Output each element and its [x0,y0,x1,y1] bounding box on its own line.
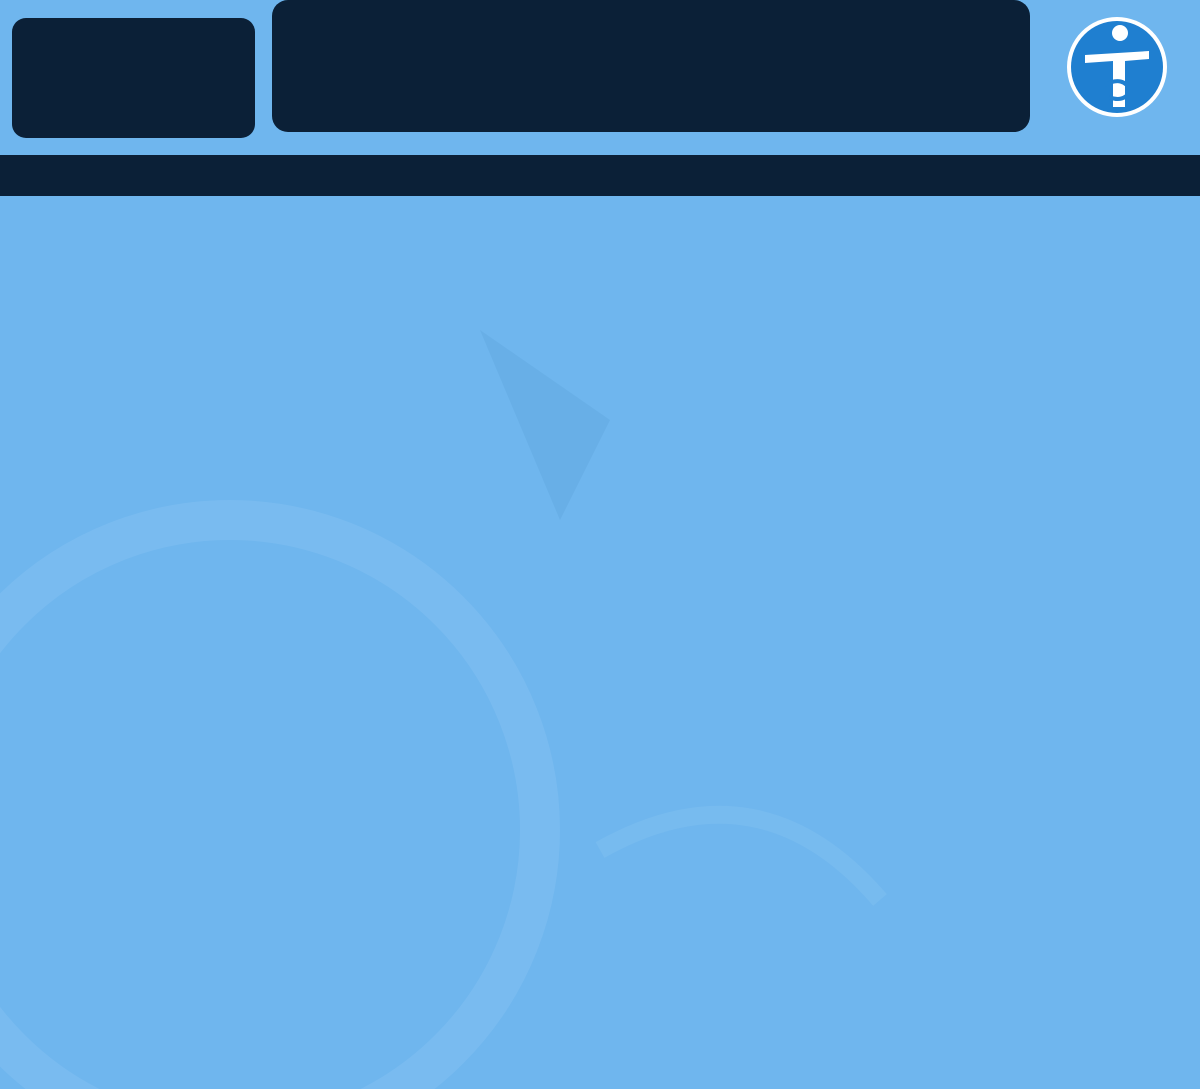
header-hora [0,155,137,196]
header-viernes [527,155,887,196]
header-jueves [137,155,527,196]
header [0,0,1200,155]
event-date-box [12,18,255,138]
medical-figure-icon [1065,15,1169,119]
event-title-box [272,0,1030,132]
day-header-row [0,155,1200,196]
society-logo [1062,15,1172,150]
header-sabado [887,155,1200,196]
